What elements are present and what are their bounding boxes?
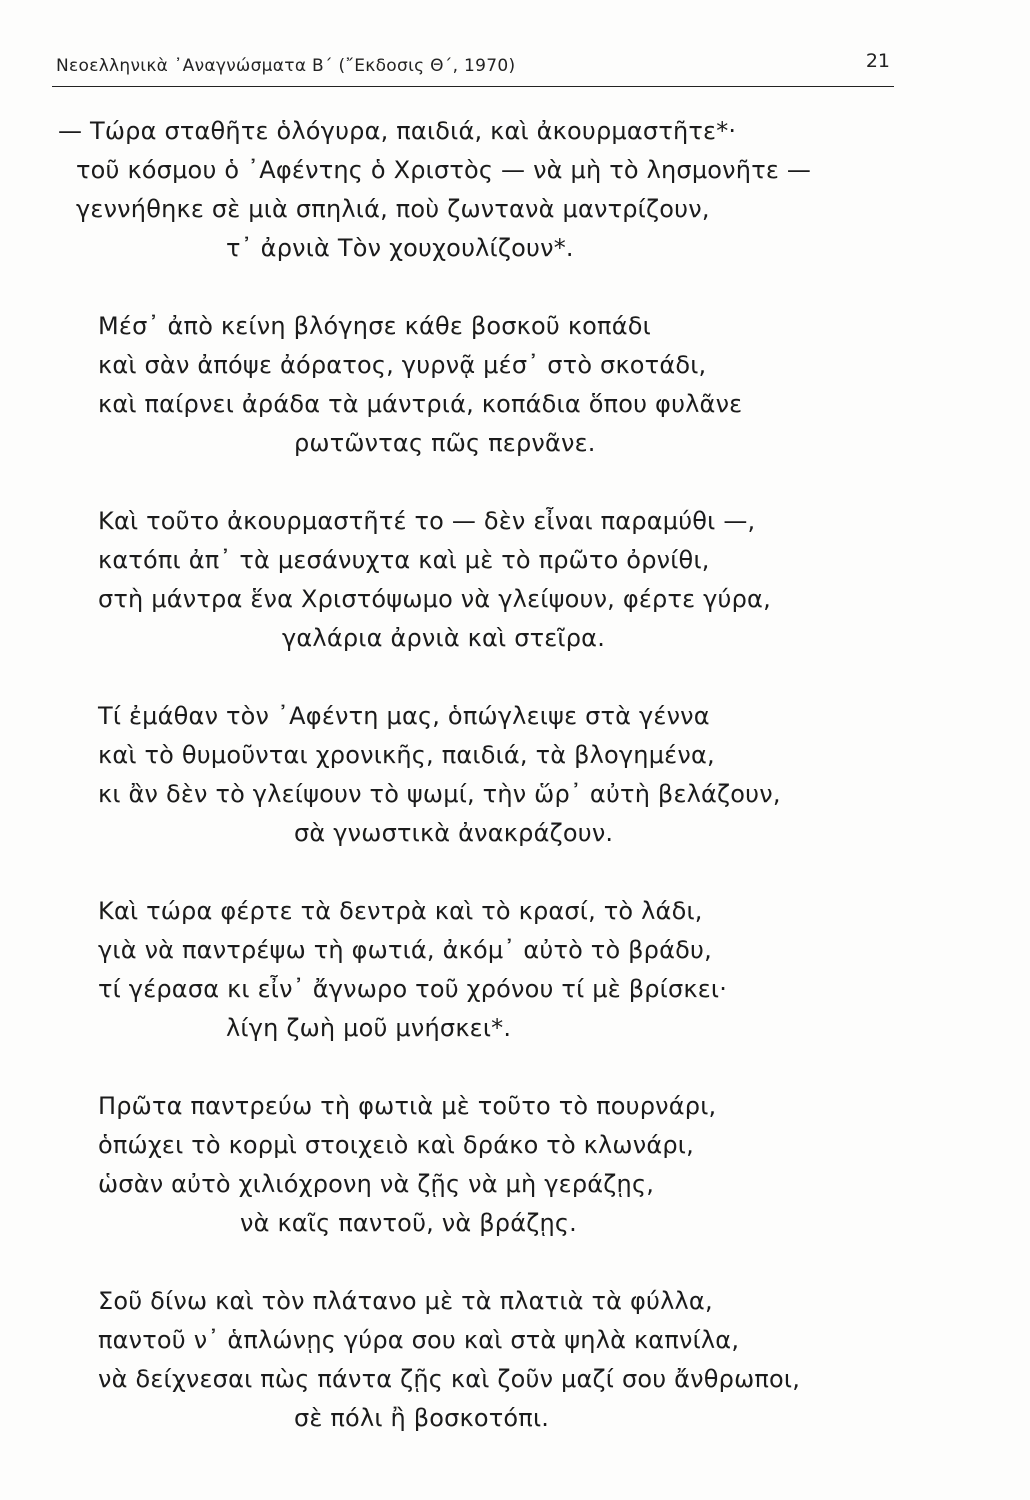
poem-line: Καὶ τώρα φέρτε τὰ δεντρὰ καὶ τὸ κρασί, τὸ λάδι, bbox=[98, 897, 703, 925]
stanza-7 bbox=[58, 1282, 898, 1438]
stanza-6 bbox=[58, 1087, 898, 1243]
poem-line: νὰ καῖς παντοῦ, νὰ βράζῃς. bbox=[240, 1209, 578, 1237]
poem-line: τοῦ κόσμου ὁ ᾿Αφέντης ὁ Χριστὸς — νὰ μὴ τὸ λησμονῆτε — bbox=[76, 156, 812, 184]
poem-line: ρωτῶντας πῶς περνᾶνε. bbox=[294, 429, 596, 457]
poem-line: καὶ τὸ θυμοῦνται χρονικῆς, παιδιά, τὰ βλογημένα, bbox=[98, 741, 715, 769]
poem-line: γιὰ νὰ παντρέψω τὴ φωτιά, ἀκόμ᾿ αὐτὸ τὸ βράδυ, bbox=[98, 936, 712, 964]
poem-line: τί γέρασα κι εἶν᾿ ἄγνωρο τοῦ χρόνου τί μὲ βρίσκει· bbox=[98, 975, 728, 1003]
stanza-3 bbox=[58, 502, 898, 658]
page-number: 21 bbox=[865, 50, 890, 72]
poem-line: καὶ σὰν ἀπόψε ἀόρατος, γυρνᾷ μέσ᾿ στὸ σκοτάδι, bbox=[98, 351, 707, 379]
stanza-5 bbox=[58, 892, 898, 1048]
poem-line: — Τώρα σταθῆτε ὁλόγυρα, παιδιά, καὶ ἀκουρμαστῆτε*· bbox=[58, 117, 737, 145]
poem-line: παντοῦ ν᾿ ἁπλώνῃς γύρα σου καὶ στὰ ψηλὰ καπνίλα, bbox=[98, 1326, 740, 1354]
poem-line: Πρῶτα παντρεύω τὴ φωτιὰ μὲ τοῦτο τὸ πουρνάρι, bbox=[98, 1092, 717, 1120]
book-title: Νεοελληνικὰ ᾿Αναγνώσματα Β΄ (῎Εκδοσις Θ΄, 1970) bbox=[56, 56, 516, 76]
poem-line: Καὶ τοῦτο ἀκουρμαστῆτέ το — δὲν εἶναι παραμύθι —, bbox=[98, 507, 756, 535]
poem-line: τ᾿ ἀρνιὰ Τὸν χουχουλίζουν*. bbox=[226, 234, 574, 262]
poem-line: λίγη ζωὴ μοῦ μνήσκει*. bbox=[226, 1014, 512, 1042]
poem-line: στὴ μάντρα ἕνα Χριστόψωμο νὰ γλείψουν, φέρτε γύρα, bbox=[98, 585, 771, 613]
poem-line: κατόπι ἀπ᾿ τὰ μεσάνυχτα καὶ μὲ τὸ πρῶτο ὀρνίθι, bbox=[98, 546, 710, 574]
poem-line: νὰ δείχνεσαι πὼς πάντα ζῇς καὶ ζοῦν μαζί σου ἄνθρωποι, bbox=[98, 1365, 801, 1393]
stanza-2 bbox=[58, 307, 898, 463]
poem-line: Τί ἐμάθαν τὸν ᾿Αφέντη μας, ὁπώγλειψε στὰ γέννα bbox=[98, 702, 710, 730]
poem-line: Σοῦ δίνω καὶ τὸν πλάτανο μὲ τὰ πλατιὰ τὰ φύλλα, bbox=[98, 1287, 713, 1315]
poem-body bbox=[58, 112, 898, 1477]
poem-line: γαλάρια ἀρνιὰ καὶ στεῖρα. bbox=[282, 624, 606, 652]
poem-line: ὁπώχει τὸ κορμὶ στοιχειὸ καὶ δράκο τὸ κλωνάρι, bbox=[98, 1131, 694, 1159]
poem-line: σὲ πόλι ἢ βοσκοτόπι. bbox=[294, 1404, 550, 1432]
poem-line: ὡσὰν αὐτὸ χιλιόχρονη νὰ ζῇς νὰ μὴ γεράζῃς, bbox=[98, 1170, 655, 1198]
poem-line: γεννήθηκε σὲ μιὰ σπηλιά, ποὺ ζωντανὰ μαντρίζουν, bbox=[76, 195, 710, 223]
running-header bbox=[52, 50, 894, 87]
poem-line: κι ἂν δὲν τὸ γλείψουν τὸ ψωμί, τὴν ὥρ᾿ αὐτὴ βελάζουν, bbox=[98, 780, 781, 808]
stanza-4 bbox=[58, 697, 898, 853]
poem-line: Μέσ᾿ ἀπὸ κείνη βλόγησε κάθε βοσκοῦ κοπάδι bbox=[98, 312, 651, 340]
stanza-1 bbox=[58, 112, 898, 268]
poem-line: σὰ γνωστικὰ ἀνακράζουν. bbox=[294, 819, 614, 847]
poem-line: καὶ παίρνει ἀράδα τὰ μάντριά, κοπάδια ὅπου φυλᾶνε bbox=[98, 390, 743, 418]
